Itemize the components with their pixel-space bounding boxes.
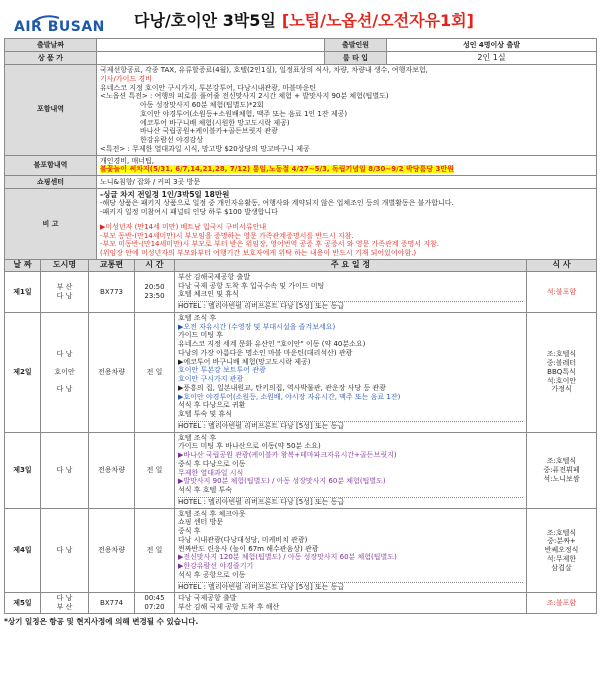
city-name: 다 낭 (56, 594, 73, 603)
meal-cell (527, 312, 597, 432)
schedule-line: 호텔 체크인 및 휴식 (178, 290, 239, 299)
schedule-header-row (5, 259, 597, 271)
schedule-line: 부산 김해 국제 공항 도착 후 해산 (178, 603, 280, 612)
time-cell (135, 312, 175, 432)
day-cell: 제2일 (5, 312, 41, 432)
schedule-line: 다낭 국제공항 출발 (178, 594, 237, 603)
meal-cell (527, 593, 597, 614)
schedule-table (4, 259, 597, 614)
note-line: -해당 상품은 패키지 상품으로 일정 중 개인자유활동, 여행사와 계약되지 않은 업체조인 등의 개별활동은 불가합니다. (100, 199, 454, 208)
time-value: 전 일 (146, 367, 163, 376)
col-header-city: 도시명 (41, 259, 89, 271)
day-cell: 제3일 (5, 432, 41, 508)
schedule-line: ▶에코투어 바구니배 체험(망고도시락 제공) (178, 357, 311, 366)
meal-item: BBQ특식 (547, 367, 576, 376)
time-value: 23:50 (144, 291, 165, 300)
city-name: 다 낭 (56, 465, 73, 474)
schedule-line: ▶한강유람선 야경즐기기 (178, 562, 254, 571)
footnote: *상기 일정은 항공 및 현지사정에 의해 변경될 수 있습니다. (4, 616, 199, 626)
meal-cell (527, 432, 597, 508)
title-main: 다낭/호이안 3박5일 (134, 11, 276, 30)
time-cell (135, 271, 175, 312)
schedule-line: 가이드 미팅 후 바나산으로 이동(약 50분 소요) (178, 442, 321, 451)
time-cell (135, 593, 175, 614)
city-name: 호이안 (54, 367, 75, 376)
schedule-line: ▶풍흥의 집, 일본내원교, 탄키의집, 역사박물관, 관운장 사당 등 관광 (178, 383, 386, 392)
included-line: 기사/가이드 경비 (100, 74, 152, 83)
schedule-row (5, 271, 597, 312)
col-header-transport: 교통편 (89, 259, 135, 271)
hotel-note: HOTEL : 멜리아빈펄 리버프론트 다낭 [5성] 또는 동급 (178, 497, 523, 507)
city-cell (41, 432, 89, 508)
city-cell (41, 271, 89, 312)
included-line: 한강유람선 야경감상 (140, 136, 204, 144)
schedule-line: ▶바나산 국립공원 관광(케이블카 왕복+테마파크자유시간+골든브릿지) (178, 451, 397, 460)
note-title: -싱글 차지 전일정 1인/3박5일 18만원 (100, 190, 230, 199)
title-tag: [노팁/노옵션/오전자유1회] (281, 11, 474, 30)
schedule-row (5, 593, 597, 614)
info-table (4, 38, 597, 260)
included-line: <특전> : 무제한 열대과일 시식, 망고방 $20상당의 망고바구니 제공 (100, 144, 310, 153)
transport-cell: 전용차량 (89, 508, 135, 593)
meal-item: 석:호이안 (546, 376, 577, 385)
city-cell (41, 312, 89, 432)
schedule-row (5, 508, 597, 593)
page-title (134, 11, 474, 31)
schedule-row (5, 432, 597, 508)
excluded-label: 불포함내역 (5, 155, 97, 176)
schedule-line: 부산 김해국제공항 출발 (178, 272, 251, 281)
note-value (97, 189, 597, 260)
schedule-cell (175, 508, 527, 593)
included-line: 에코투어 바구니배 체험(시원한 망고도시락 제공) (140, 118, 290, 127)
note-red-line: (위임장 안에 미성년자의 부모와부터 여행기간 보호자에게 위탁 하는 내용이 반드시 기재 되어있어야함.) (100, 249, 417, 258)
time-value: 전 일 (146, 546, 163, 555)
included-label: 포함내역 (5, 65, 97, 156)
city-name: 다 낭 (56, 385, 73, 394)
schedule-cell (175, 271, 527, 312)
depart-value (97, 39, 325, 52)
people-value: 성인 4명이상 출발 (387, 39, 597, 52)
transport-cell: BX774 (89, 593, 135, 614)
excluded-line: 개인경비, 매너팁, (100, 156, 155, 165)
schedule-line: 호텔 조식 후 (178, 433, 217, 442)
day-cell: 제1일 (5, 271, 41, 312)
included-line: 유네스코 지정 호이안 구시가지, 투본강투어, 다낭시내관광, 마블마운틴 (100, 83, 317, 92)
time-cell (135, 508, 175, 593)
city-name (44, 359, 85, 368)
meal-item: 조:호텔식 (546, 350, 577, 359)
schedule-cell (175, 593, 527, 614)
air-busan-logo (14, 15, 126, 35)
price-label: 상 품 가 (5, 52, 97, 65)
schedule-cell (175, 432, 527, 508)
time-value: 07:20 (144, 603, 165, 612)
schedule-line: ▶발맛사지 90분 체험(팁별도) / 아동 성장맛사지 60분 체험(팁별도) (178, 477, 386, 486)
schedule-line: 석식 후 다낭으로 귀환 (178, 401, 246, 410)
schedule-line: 석식 후 공항으로 이동 (178, 570, 246, 579)
shopping-value: 노니&침향/ 잡화 / 커피 3곳 방문 (97, 176, 597, 189)
meal-cell (527, 508, 597, 593)
included-line: 국제선항공료, 각종 TAX, 유류할증료(4월), 호텔(2인1실), 일정표상의 식사, 차량, 차량내 생수, 여행자보험, (100, 66, 428, 74)
note-red-line: -부모 미동반-(만14세미만)시 부모로 부터 받은 위임장, 영어번역 공증 후 공증서 와 영문 가족관계 증명서 지참. (100, 240, 440, 249)
time-value: 20:50 (144, 283, 165, 292)
day-cell: 제4일 (5, 508, 41, 593)
schedule-line: 다낭 시내관광(다낭대성당, 미케비치 관광) (178, 535, 308, 544)
note-red-line: -부모 동반-(만14세미만)시 부모임을 증명하는 영문 가족관계증명서를 반드시 지참. (100, 231, 354, 240)
depart-label: 출발날짜 (5, 39, 97, 52)
people-label: 출발인원 (325, 39, 387, 52)
note-red-line: ▶미성년자 (만14세 미만) 베트남 입국시 구비서류안내 (100, 222, 267, 231)
transport-cell: 전용차량 (89, 312, 135, 432)
city-cell (41, 593, 89, 614)
included-line: 바나산 국립공원+케이블카+골든브릿지 관광 (140, 127, 278, 136)
hotel-note: HOTEL : 멜리아빈펄 리버프론트 다낭 [5성] 또는 동급 (178, 421, 523, 431)
meal-item: 조:호텔식 (546, 528, 577, 537)
meal-item: 조:불포함 (546, 598, 577, 607)
included-line: 아동 성장맛사지 60분 체험(팁별도)*2회 (140, 101, 264, 109)
time-cell (135, 432, 175, 508)
col-header-meal: 식 사 (527, 259, 597, 271)
meal-cell (527, 271, 597, 312)
schedule-line: ▶오전 자유시간 (수영장 및 부대시설을 즐겨보세요) (178, 322, 336, 331)
price-value (97, 52, 325, 65)
col-header-time: 시 간 (135, 259, 175, 271)
schedule-line: 쇼핑 센터 방문 (178, 518, 224, 527)
schedule-line: 무제한 열대과일 시식 (178, 468, 244, 477)
meal-item: 석:불포함 (546, 287, 577, 296)
schedule-line: 가이드 미팅 후 (178, 331, 224, 340)
surcharge-highlight: 불꽃놀이 써차지(5/31, 6/7,14,21,28, 7/12) 통일,노동절 4/27~5/3, 독립기념일 8/30~9/2 박당룸당 3만원 (100, 165, 454, 174)
schedule-line: 다낭 국제 공항 도착 후 입국수속 및 가이드 미팅 (178, 281, 325, 290)
city-name: 다 낭 (56, 291, 73, 300)
city-name: 부 산 (56, 603, 73, 612)
included-line: 호이안 야경투어(소원등+소원배체험, 맥주 또는 음료 1인 1잔 제공) (140, 109, 348, 118)
schedule-line: 중식 후 (178, 527, 201, 536)
excluded-value (97, 155, 597, 176)
hotel-note: HOTEL : 멜리아빈펄 리버프론트 다낭 [5성] 또는 동급 (178, 301, 523, 311)
note-label: 비 고 (5, 189, 97, 260)
included-line: <노옵션 특전> : 여행의 피로를 풀어줄 전신맛사지 2시간 체험 + 발맛사지 90분 체험(팁별도) (100, 92, 389, 101)
schedule-line: ▶전신맛사지 120분 체험(팁별도) / 아동 성장맛사지 60분 체험(팁별도) (178, 553, 397, 562)
hotel-note: HOTEL : 멜리아빈펄 리버프론트 다낭 [5성] 또는 동급 (178, 582, 523, 592)
shopping-label: 쇼핑센터 (5, 176, 97, 189)
schedule-line: ▶호이안 야경투어(소원등, 소원배, 야시장 자유시간, 맥주 또는 음료 1잔) (178, 392, 401, 401)
schedule-body (5, 271, 597, 613)
transport-cell: BX773 (89, 271, 135, 312)
col-header-schedule: 주 요 일 정 (175, 259, 527, 271)
time-value: 00:45 (144, 594, 165, 603)
meal-item: 중:분짜+ (547, 537, 576, 546)
transport-cell: 전용차량 (89, 432, 135, 508)
logo-text: AIR BUSAN (14, 19, 105, 35)
meal-item: 석:노니보쌈 (543, 474, 580, 483)
schedule-cell (175, 312, 527, 432)
meal-item: 가정식 (551, 385, 572, 394)
col-header-date: 날 짜 (5, 259, 41, 271)
schedule-line: 호이안 투본강 보트투어 관광 (178, 366, 266, 375)
meal-item: 중:볼레터 (546, 359, 577, 368)
schedule-line: 호텔 투숙 및 휴식 (178, 410, 233, 419)
meal-item: 석:무제한 (546, 554, 577, 563)
schedule-line: 중식 후 다낭으로 이동 (178, 459, 246, 468)
city-name: 다 낭 (56, 350, 73, 359)
schedule-line: 호텔 조식 후 (178, 313, 217, 322)
schedule-line: 호이안 구시가지 관광 (178, 375, 244, 384)
meal-item: 조:호텔식 (546, 457, 577, 465)
schedule-line: 유네스코 지정 세계 문화 유산인 "호이안" 이동 (약 40분소요) (178, 340, 366, 349)
header (4, 6, 596, 38)
meal-item: 반쎄오정식 (544, 546, 579, 555)
schedule-line: 석식 후 호텔 투숙 (178, 486, 233, 495)
city-name: 부 산 (56, 283, 73, 292)
room-label: 룸 타 입 (325, 52, 387, 65)
included-value (97, 65, 597, 156)
meal-item: 중:퓨전뷔페 (543, 465, 580, 474)
time-value: 전 일 (146, 465, 163, 474)
city-cell (41, 508, 89, 593)
schedule-line: 다낭의 가장 아름다운 명소인 마블 마운틴(대리석산) 관광 (178, 348, 353, 357)
meal-item: 삼겹살 (551, 563, 572, 572)
schedule-line: 썬짜반도 린응사 (높이 67m 해수관음상) 관광 (178, 544, 319, 553)
room-value: 2인 1실 (387, 52, 597, 65)
note-line: -패키지 일정 미참여시 패널티 인당 하루 $100 발생합니다 (100, 208, 278, 217)
city-name: 다 낭 (56, 546, 73, 555)
schedule-line: 호텔 조식 후 체크아웃 (178, 509, 246, 518)
schedule-row (5, 312, 597, 432)
day-cell: 제5일 (5, 593, 41, 614)
